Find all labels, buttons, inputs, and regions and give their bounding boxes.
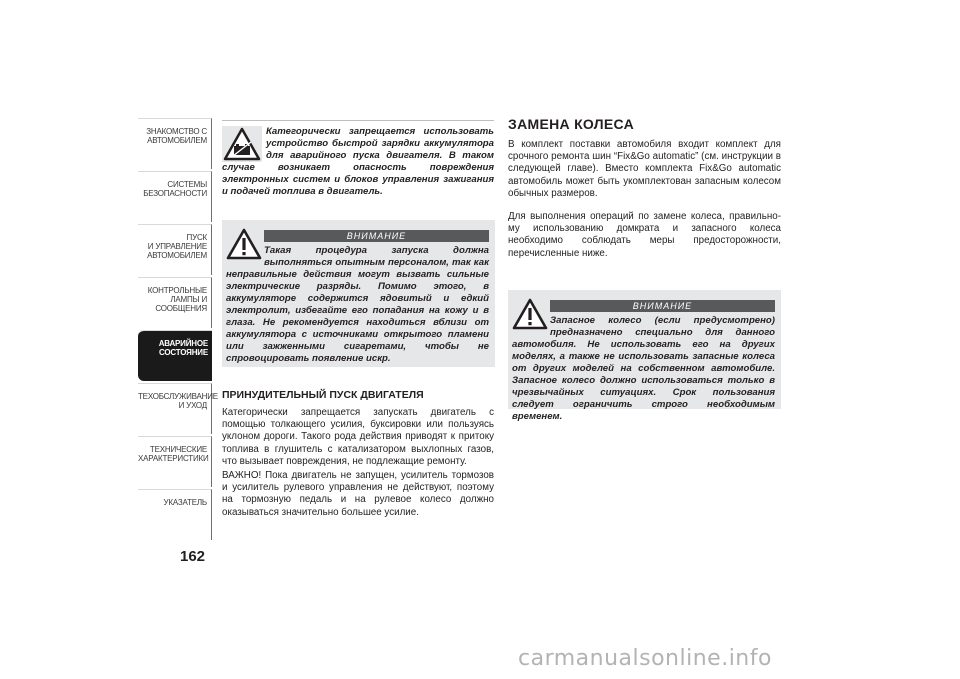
warning-box [222, 220, 495, 367]
nav-tab-intro[interactable]: ЗНАКОМСТВО С АВТОМОБИЛЕМ [138, 118, 212, 169]
chapter-title: ЗАМЕНА КОЛЕСА [508, 116, 635, 132]
nav-tab-specs[interactable]: ТЕХНИЧЕСКИЕ ХАРАКТЕРИСТИКИ [138, 436, 212, 487]
warning-header: ВНИМАНИЕ [264, 230, 489, 242]
chapter-side-nav [138, 118, 218, 542]
watermark: carmanualsonline.info [518, 646, 772, 671]
danger-note-text: Категорически запрещается использовать устройство быстрой зарядки аккумулятора для аварийного пуска двигателя. В таком случае возникает опасность повреждения электронных систем и блоков управления зажигания и подачей топлива в двигатель. [222, 126, 494, 197]
nav-tab-emergency[interactable]: АВАРИЙНОЕ СОСТОЯНИЕ [138, 330, 212, 381]
section-heading: ПРИНУДИТЕЛЬНЫЙ ПУСК ДВИГАТЕЛЯ [222, 389, 424, 401]
chapter-paragraph: В комплект поставки автомобиля входит комплект для срочного ремонта шин “Fix&Go automatic” (см. инструкции в следующей главе). Вместо комплекта Fix&Go automatic автомобиль может быть укомплектован запасным колесом обычных размеров. [508, 139, 781, 199]
warning-text: Такая процедура запуска должна выполняться опытным персоналом, так как неправильные действия могут вызвать сильные электрические разряды. Помимо этого, в аккумуляторе содержится ядовитый и едкий электролит, избегайте его попадания на кожу и в глаза. Не рекомендуется находиться вблизи от аккумулятора с источниками открытого пламени или зажженными сигаретами, чтобы не спровоцировать появление искр. [226, 245, 489, 364]
nav-tab-safety[interactable]: СИСТЕМЫ БЕЗОПАСНОСТИ [138, 171, 212, 222]
nav-tab-maintenance[interactable]: ТЕХОБСЛУЖИВАНИЕ И УХОД [138, 383, 212, 434]
section-paragraph: Категорически запрещается запускать двигатель с помощью толкающего усилия, буксировки или пользуясь уклоном дороги. Такого рода действия приводят к притоку топлива в глушитель с катализатором выхлопных газов, что вызывает повреждения, не подлежащие ремонту. [222, 407, 494, 467]
nav-tab-driving[interactable]: ПУСК И УПРАВЛЕНИЕ АВТОМОБИЛЕМ [138, 224, 212, 275]
warning-box-spare-wheel [508, 290, 781, 422]
warning-header: ВНИМАНИЕ [550, 300, 775, 312]
nav-tab-warning-lights[interactable]: КОНТРОЛЬНЫЕ ЛАМПЫ И СООБЩЕНИЯ [138, 277, 212, 328]
section-paragraph-important: ВАЖНО! Пока двигатель не запущен, усилитель тормозов и усилитель рулевого управления не действуют, поэтому на тормозную педаль и на рулевое колесо должно оказываться значительно большее усилие. [222, 470, 494, 518]
chapter-paragraph: Для выполнения операций по замене колеса, правильно-му использованию домкрата и запасного колеса необходимо соблюдать меры предосторожности, перечисленные ниже. [508, 211, 781, 259]
warning-text: Запасное колесо (если предусмотрено) предназначено специально для данного автомобиля. Не использовать его на других моделях, а также не использовать запасные колеса от других моделей на собственном автомобиле. Запасное колесо должно использоваться только в чрезвычайных ситуациях. Срок пользования следует ограничить строго необходимым временем. [512, 315, 775, 422]
divider [222, 120, 494, 121]
page-number: 162 [180, 548, 206, 565]
nav-tab-index[interactable]: УКАЗАТЕЛЬ [138, 489, 212, 540]
